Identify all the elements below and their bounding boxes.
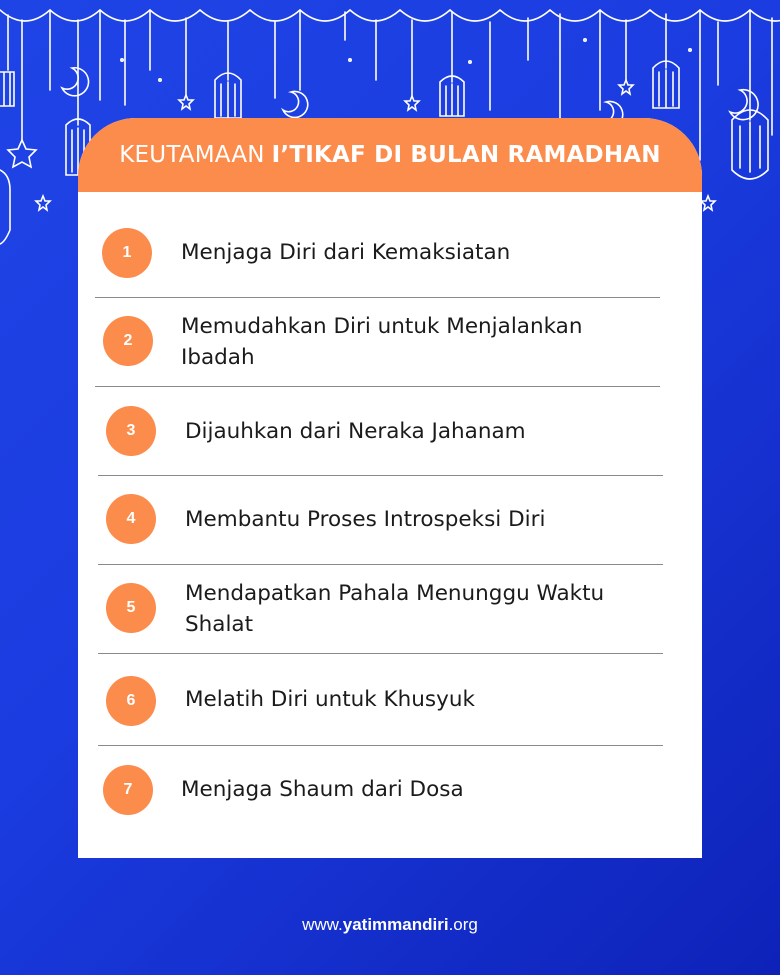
divider [95,297,660,298]
item-number-3: 3 [106,406,156,456]
divider [98,653,663,654]
item-label-5: Mendapatkan Pahala Menunggu Waktu Shalat [185,581,605,637]
footer-brand: yatimmandiri [342,915,449,934]
item-number-4: 4 [106,494,156,544]
item-label-2: Memudahkan Diri untuk Menjalankan Ibadah [181,314,583,370]
item-label-6: Melatih Diri untuk Khusyuk [185,687,475,712]
divider [98,475,663,476]
item-label-4: Membantu Proses Introspeksi Diri [185,507,546,532]
item-number-6: 6 [106,676,156,726]
divider [98,745,663,746]
item-number-2: 2 [103,316,153,366]
divider [95,386,660,387]
item-number-5: 5 [106,583,156,633]
divider [98,564,663,565]
footer-suffix: .org [448,915,478,934]
footer-prefix: www. [302,915,343,934]
item-label-3: Dijauhkan dari Neraka Jahanam [185,419,526,444]
item-number-1: 1 [102,228,152,278]
header-title-light: KEUTAMAAN [119,142,265,168]
header-title-bold: I’TIKAF DI BULAN RAMADHAN [271,142,661,168]
benefits-card [78,118,702,858]
footer-website[interactable] [0,915,780,935]
item-label-1: Menjaga Diri dari Kemaksiatan [181,240,511,265]
item-number-7: 7 [103,765,153,815]
item-label-7: Menjaga Shaum dari Dosa [181,777,464,802]
card-header [78,118,702,192]
